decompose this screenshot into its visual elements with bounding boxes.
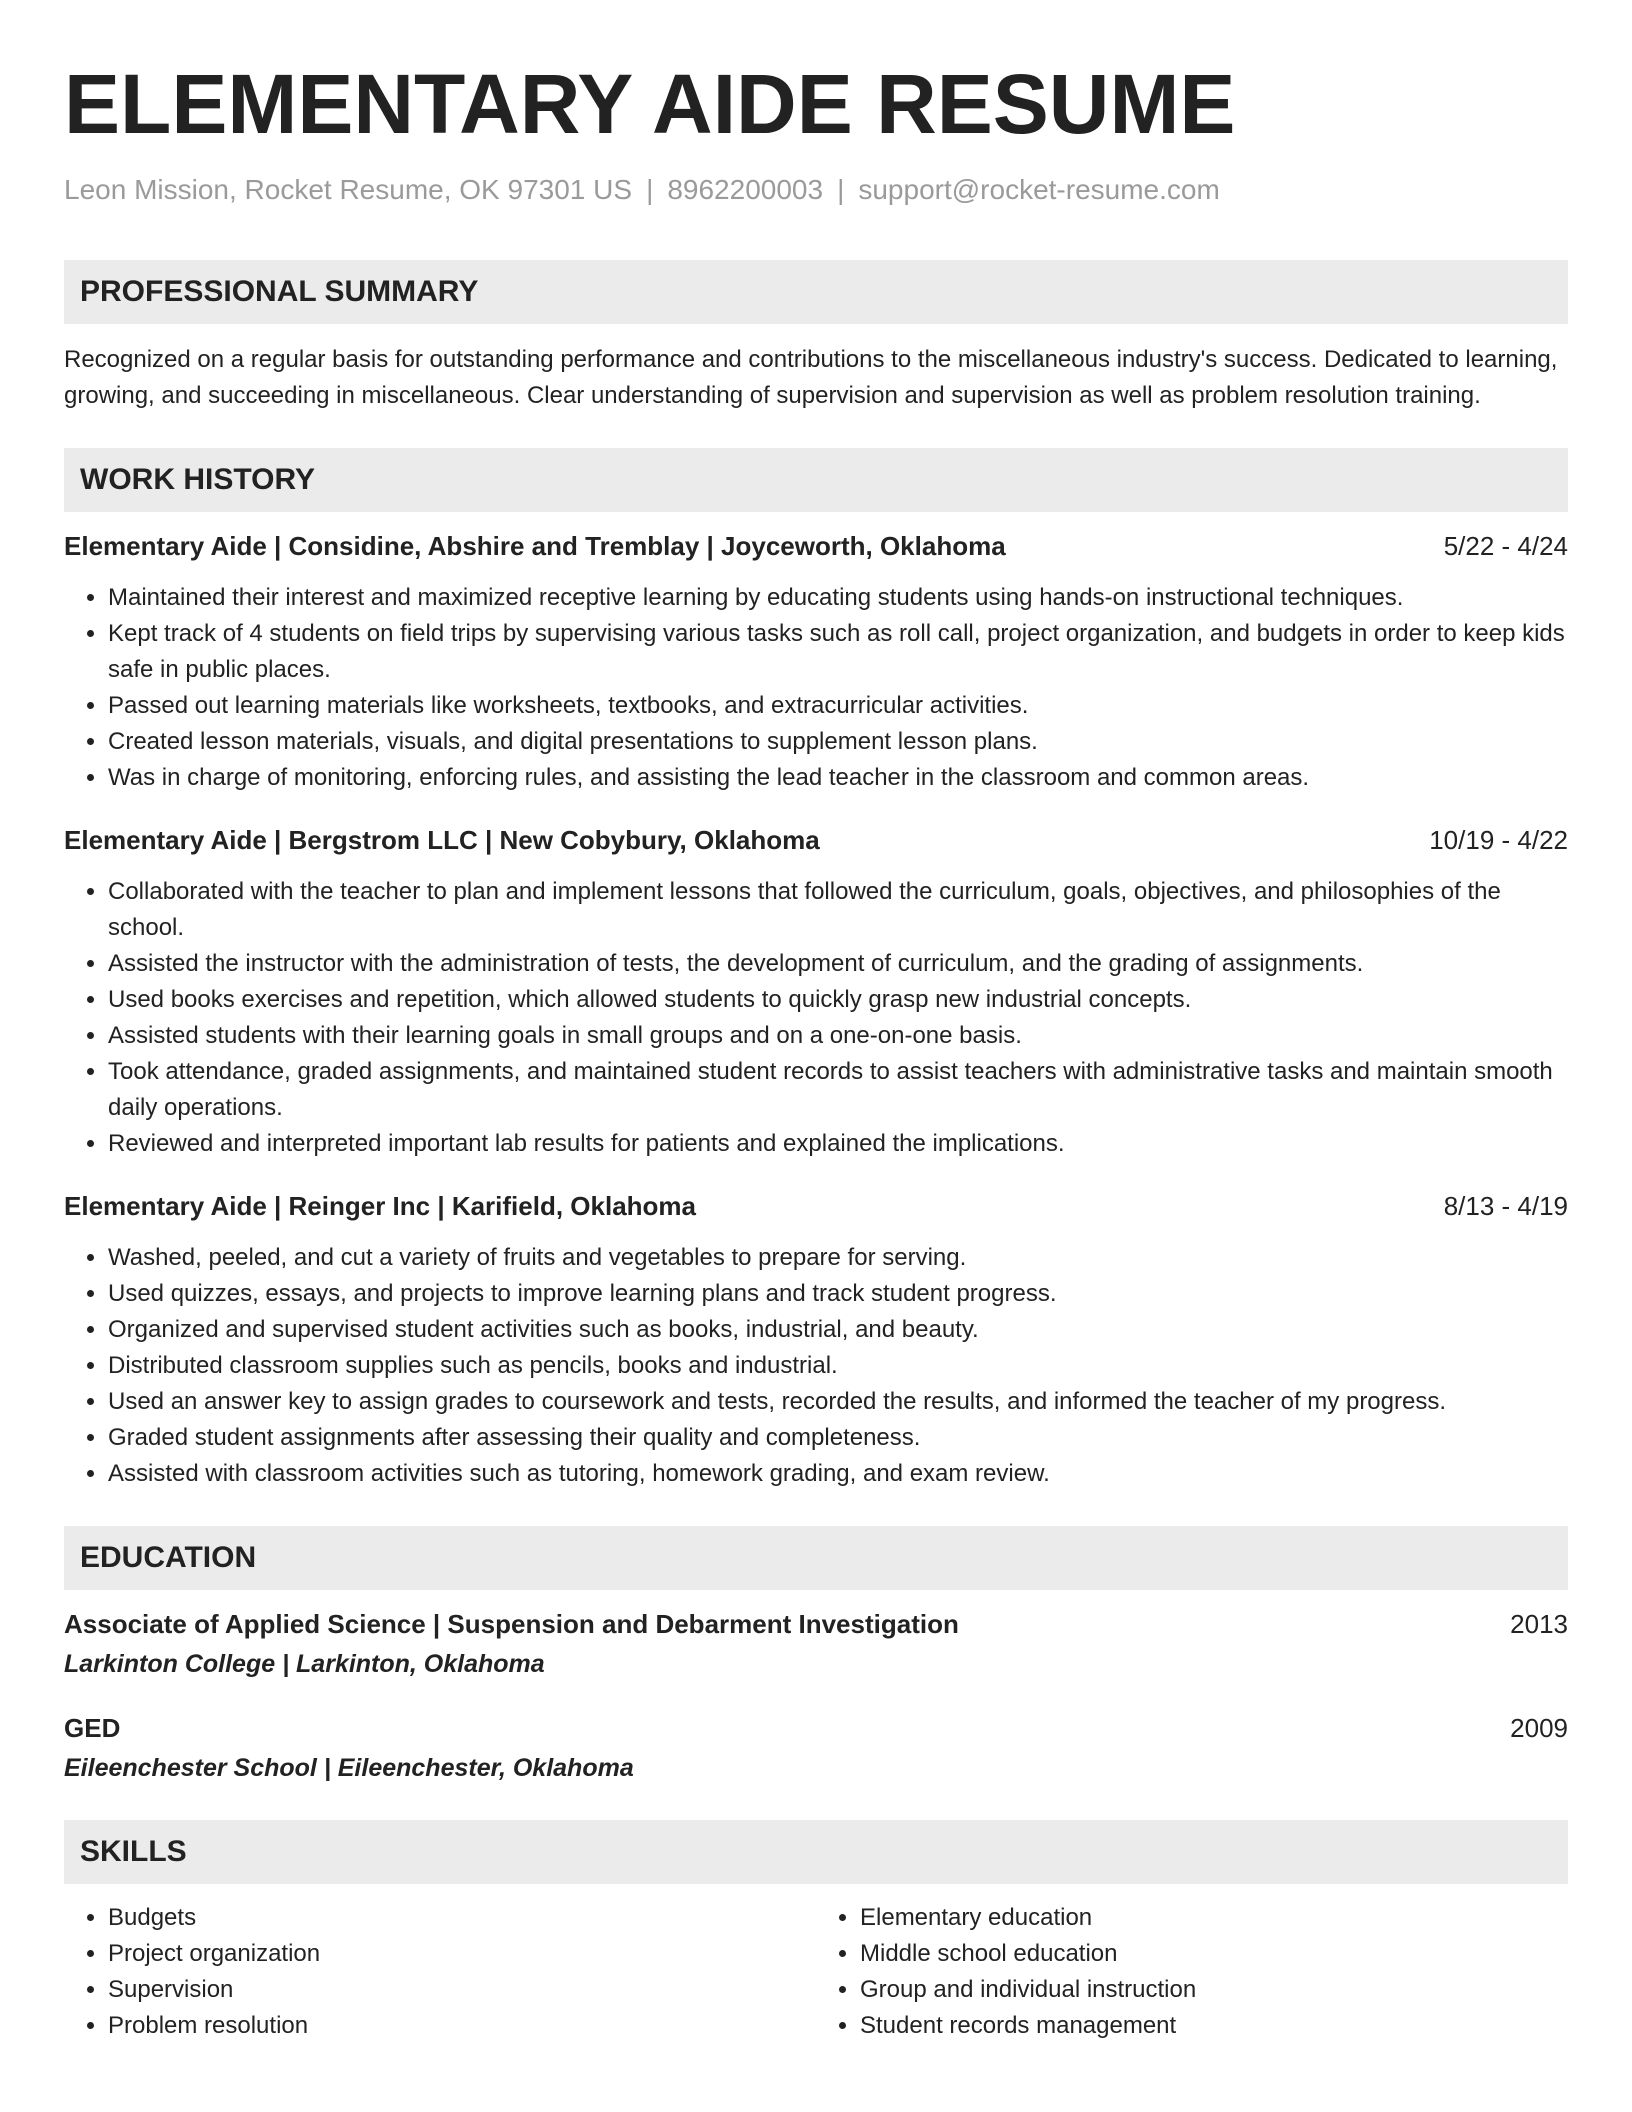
section-header-education: EDUCATION bbox=[64, 1526, 1568, 1590]
education-school: Larkinton College | Larkinton, Oklahoma bbox=[64, 1650, 545, 1678]
education-entry bbox=[64, 1606, 1568, 1682]
summary-text: Recognized on a regular basis for outstanding performance and contributions to the miscellaneous industry's success. Dedicated to learning, growing, and succeeding in miscellaneous. Clear understanding of supervision and supervision as well as problem resolution training. bbox=[64, 346, 1558, 409]
job-header bbox=[64, 822, 1568, 858]
job-bullet: • Took attendance, graded assignments, and maintained student records to assist teachers with administrative tasks and maintain smooth daily operations. bbox=[108, 1054, 1568, 1126]
contact-separator: | bbox=[646, 174, 654, 205]
skill-item: • Project organization bbox=[108, 1936, 816, 1972]
job-bullet: • Kept track of 4 students on field trips by supervising various tasks such as roll call, project organization, and budgets in order to keep kids safe in public places. bbox=[108, 616, 1568, 688]
education-entry bbox=[64, 1710, 1568, 1786]
job-header bbox=[64, 1188, 1568, 1224]
job-bullet: • Created lesson materials, visuals, and digital presentations to supplement lesson plans. bbox=[108, 724, 1568, 760]
job-entry bbox=[64, 528, 1568, 796]
skills-list bbox=[64, 1900, 1568, 2044]
skill-item: • Student records management bbox=[860, 2008, 1568, 2044]
education-degree: GED bbox=[64, 1713, 121, 1743]
job-bullet: • Graded student assignments after assessing their quality and completeness. bbox=[108, 1420, 1568, 1456]
section-header-skills: SKILLS bbox=[64, 1820, 1568, 1884]
job-bullet: • Washed, peeled, and cut a variety of fruits and vegetables to prepare for serving. bbox=[108, 1240, 1568, 1276]
job-bullet: • Distributed classroom supplies such as pencils, books and industrial. bbox=[108, 1348, 1568, 1384]
job-bullet: • Maintained their interest and maximized receptive learning by educating students using hands-on instructional techniques. bbox=[108, 580, 1568, 616]
education-header bbox=[64, 1710, 1568, 1746]
section-header-work-history: WORK HISTORY bbox=[64, 448, 1568, 512]
education-header bbox=[64, 1606, 1568, 1642]
job-dates: 8/13 - 4/19 bbox=[1443, 1191, 1568, 1221]
job-bullet: • Used an answer key to assign grades to coursework and tests, recorded the results, and informed the teacher of my progress. bbox=[108, 1384, 1568, 1420]
education-year: 2009 bbox=[1510, 1713, 1568, 1743]
section-header-summary: PROFESSIONAL SUMMARY bbox=[64, 260, 1568, 324]
skills-column-left bbox=[64, 1900, 816, 2044]
job-bullets bbox=[64, 874, 1568, 1162]
job-title: Elementary Aide | Reinger Inc | Karifield, Oklahoma bbox=[64, 1191, 696, 1221]
education-degree: Associate of Applied Science | Suspension and Debarment Investigation bbox=[64, 1609, 959, 1639]
skill-item: • Elementary education bbox=[860, 1900, 1568, 1936]
skill-item: • Group and individual instruction bbox=[860, 1972, 1568, 2008]
contact-line bbox=[64, 172, 1568, 208]
job-title: Elementary Aide | Bergstrom LLC | New Cobybury, Oklahoma bbox=[64, 825, 820, 855]
job-entry bbox=[64, 1188, 1568, 1492]
job-bullet: • Assisted students with their learning goals in small groups and on a one-on-one basis. bbox=[108, 1018, 1568, 1054]
contact-separator: | bbox=[837, 174, 845, 205]
job-header bbox=[64, 528, 1568, 564]
skills-column-right bbox=[816, 1900, 1568, 2044]
resume-title: ELEMENTARY AIDE RESUME bbox=[64, 57, 1236, 151]
job-bullet: • Assisted with classroom activities such as tutoring, homework grading, and exam review. bbox=[108, 1456, 1568, 1492]
job-bullet: • Organized and supervised student activities such as books, industrial, and beauty. bbox=[108, 1312, 1568, 1348]
job-dates: 5/22 - 4/24 bbox=[1443, 531, 1568, 561]
skill-item: • Budgets bbox=[108, 1900, 816, 1936]
job-bullet: • Collaborated with the teacher to plan and implement lessons that followed the curriculum, goals, objectives, and philosophies of the school. bbox=[108, 874, 1568, 946]
skill-item: • Supervision bbox=[108, 1972, 816, 2008]
job-bullet: • Used books exercises and repetition, which allowed students to quickly grasp new industrial concepts. bbox=[108, 982, 1568, 1018]
contact-phone: 8962200003 bbox=[667, 174, 824, 205]
job-bullet: • Used quizzes, essays, and projects to improve learning plans and track student progress. bbox=[108, 1276, 1568, 1312]
job-bullet: • Assisted the instructor with the administration of tests, the development of curriculum, and the grading of assignments. bbox=[108, 946, 1568, 982]
education-school: Eileenchester School | Eileenchester, Oklahoma bbox=[64, 1754, 634, 1782]
skill-item: • Middle school education bbox=[860, 1936, 1568, 1972]
job-bullets bbox=[64, 580, 1568, 796]
contact-email: support@rocket-resume.com bbox=[858, 174, 1220, 205]
education-year: 2013 bbox=[1510, 1609, 1568, 1639]
skill-item: • Problem resolution bbox=[108, 2008, 816, 2044]
job-dates: 10/19 - 4/22 bbox=[1429, 825, 1568, 855]
job-entry bbox=[64, 822, 1568, 1162]
job-bullets bbox=[64, 1240, 1568, 1492]
job-bullet: • Was in charge of monitoring, enforcing rules, and assisting the lead teacher in the classroom and common areas. bbox=[108, 760, 1568, 796]
job-bullet: • Reviewed and interpreted important lab results for patients and explained the implications. bbox=[108, 1126, 1568, 1162]
job-title: Elementary Aide | Considine, Abshire and Tremblay | Joyceworth, Oklahoma bbox=[64, 531, 1006, 561]
contact-address: Leon Mission, Rocket Resume, OK 97301 US bbox=[64, 174, 633, 205]
job-bullet: • Passed out learning materials like worksheets, textbooks, and extracurricular activities. bbox=[108, 688, 1568, 724]
